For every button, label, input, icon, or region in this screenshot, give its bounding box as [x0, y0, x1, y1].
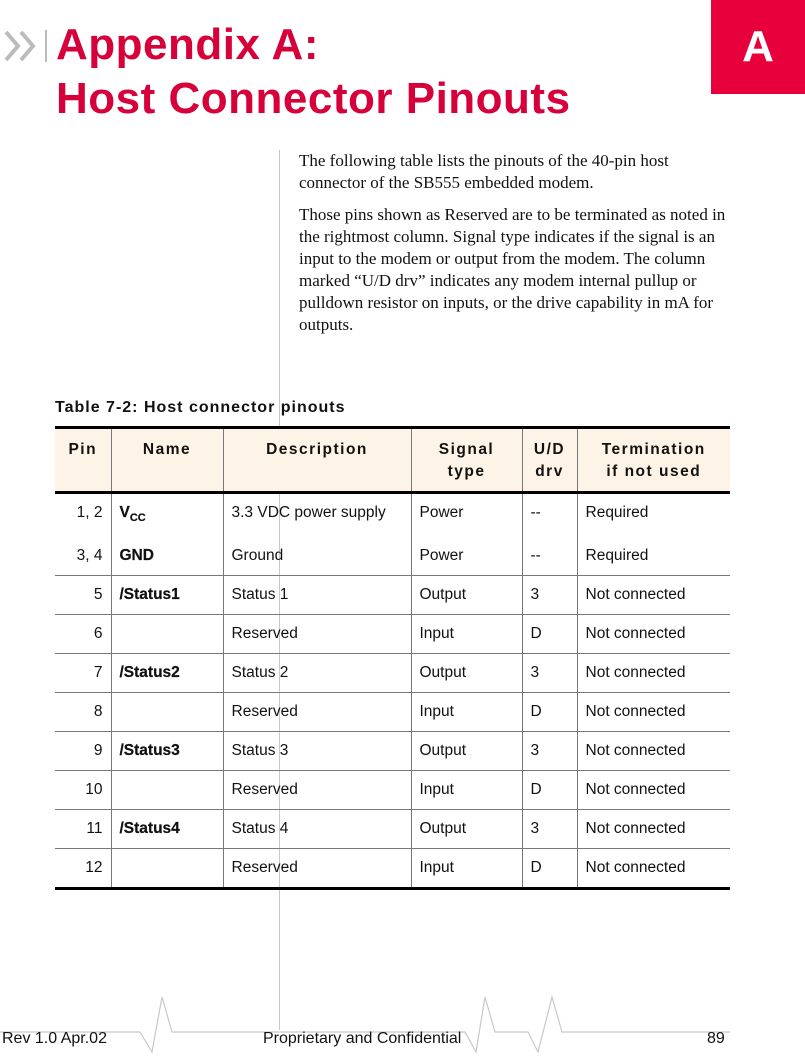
name-cell [111, 771, 223, 810]
ud-drv-cell: 3 [522, 576, 577, 615]
table-row [55, 693, 730, 732]
ud-drv-cell: 3 [522, 810, 577, 849]
signal-type-cell: Output [411, 576, 522, 615]
table-row [55, 493, 730, 538]
description-cell: Reserved [223, 771, 411, 810]
description-cell: Ground [223, 537, 411, 576]
signal-type-cell: Input [411, 771, 522, 810]
pinout-table [55, 426, 730, 890]
footer-page-number: 89 [707, 1030, 725, 1047]
header-signal-type: Signal type [411, 428, 522, 493]
header-termination: Termination if not used [577, 428, 730, 493]
header-name: Name [111, 428, 223, 493]
termination-cell: Not connected [577, 771, 730, 810]
ud-drv-cell: D [522, 771, 577, 810]
name-cell [111, 615, 223, 654]
table-header-row [55, 428, 730, 493]
ud-drv-cell: D [522, 849, 577, 889]
termination-cell: Not connected [577, 576, 730, 615]
description-cell: Status 4 [223, 810, 411, 849]
termination-cell: Not connected [577, 615, 730, 654]
header-description: Description [223, 428, 411, 493]
intro-paragraph-2: Those pins shown as Reserved are to be terminated as noted in the rightmost column. Signal type indicates if the signal is an input to the modem or output from the modem. The column marked “U/D drv” indicates any modem internal pullup or pulldown resistor on inputs, or the drive capability in mA for outputs. [299, 205, 726, 334]
title-line-1: Appendix A: [56, 20, 319, 69]
ud-drv-cell: -- [522, 493, 577, 538]
signal-type-cell: Input [411, 849, 522, 889]
table-row [55, 654, 730, 693]
table-row [55, 615, 730, 654]
pin-cell: 7 [55, 654, 111, 693]
name-cell: GND [111, 537, 223, 576]
termination-cell: Not connected [577, 849, 730, 889]
termination-cell: Not connected [577, 732, 730, 771]
termination-cell: Required [577, 537, 730, 576]
termination-cell: Required [577, 493, 730, 538]
description-cell: 3.3 VDC power supply [223, 493, 411, 538]
name-cell [111, 849, 223, 889]
pin-cell: 8 [55, 693, 111, 732]
pin-cell: 11 [55, 810, 111, 849]
intro-paragraph-1: The following table lists the pinouts of the 40-pin host connector of the SB555 embedded modem. [299, 151, 669, 192]
signal-type-cell: Power [411, 493, 522, 538]
name-cell [111, 693, 223, 732]
pin-cell: 10 [55, 771, 111, 810]
table-row [55, 849, 730, 889]
pin-cell: 9 [55, 732, 111, 771]
signal-type-cell: Output [411, 654, 522, 693]
ud-drv-cell: -- [522, 537, 577, 576]
table-row [55, 576, 730, 615]
pin-cell: 3, 4 [76, 547, 103, 565]
ud-drv-cell: 3 [522, 732, 577, 771]
ud-drv-cell: 3 [522, 654, 577, 693]
signal-type-cell: Output [411, 810, 522, 849]
table-row [55, 732, 730, 771]
pin-cell: 12 [55, 849, 111, 889]
pin-cell: 1, 2 [55, 493, 111, 538]
description-cell: Reserved [223, 693, 411, 732]
header-pin: Pin [55, 428, 111, 493]
description-cell: Status 1 [223, 576, 411, 615]
pin-cell: 6 [55, 615, 111, 654]
termination-cell: Not connected [577, 654, 730, 693]
name-cell: /Status1 [111, 576, 223, 615]
termination-cell: Not connected [577, 810, 730, 849]
name-cell: /Status3 [111, 732, 223, 771]
signal-type-cell: Power [411, 537, 522, 576]
termination-cell: Not connected [577, 693, 730, 732]
title-line-2: Host Connector Pinouts [56, 74, 571, 123]
appendix-tab: A [711, 0, 805, 94]
table-row [55, 537, 730, 576]
intro-text [299, 150, 739, 346]
header-ud-drv: U/D drv [522, 428, 577, 493]
signal-type-cell: Input [411, 693, 522, 732]
chevron-arrows-icon [4, 28, 54, 64]
table-row [55, 771, 730, 810]
signal-type-cell: Output [411, 732, 522, 771]
ud-drv-cell: D [522, 693, 577, 732]
page-title [56, 18, 571, 126]
signal-type-cell: Input [411, 615, 522, 654]
ud-drv-cell: D [522, 615, 577, 654]
description-cell: Reserved [223, 849, 411, 889]
description-cell: Status 2 [223, 654, 411, 693]
table-caption: Table 7-2: Host connector pinouts [55, 399, 346, 416]
pin-cell: 5 [55, 576, 111, 615]
description-cell: Reserved [223, 615, 411, 654]
description-cell: Status 3 [223, 732, 411, 771]
table-row [55, 810, 730, 849]
name-cell: /Status2 [111, 654, 223, 693]
name-cell: $V_{CC}$ [111, 493, 223, 538]
footer-revision: Rev 1.0 Apr.02 [2, 1030, 107, 1047]
footer-confidential: Proprietary and Confidential [263, 1030, 462, 1047]
name-cell: /Status4 [111, 810, 223, 849]
